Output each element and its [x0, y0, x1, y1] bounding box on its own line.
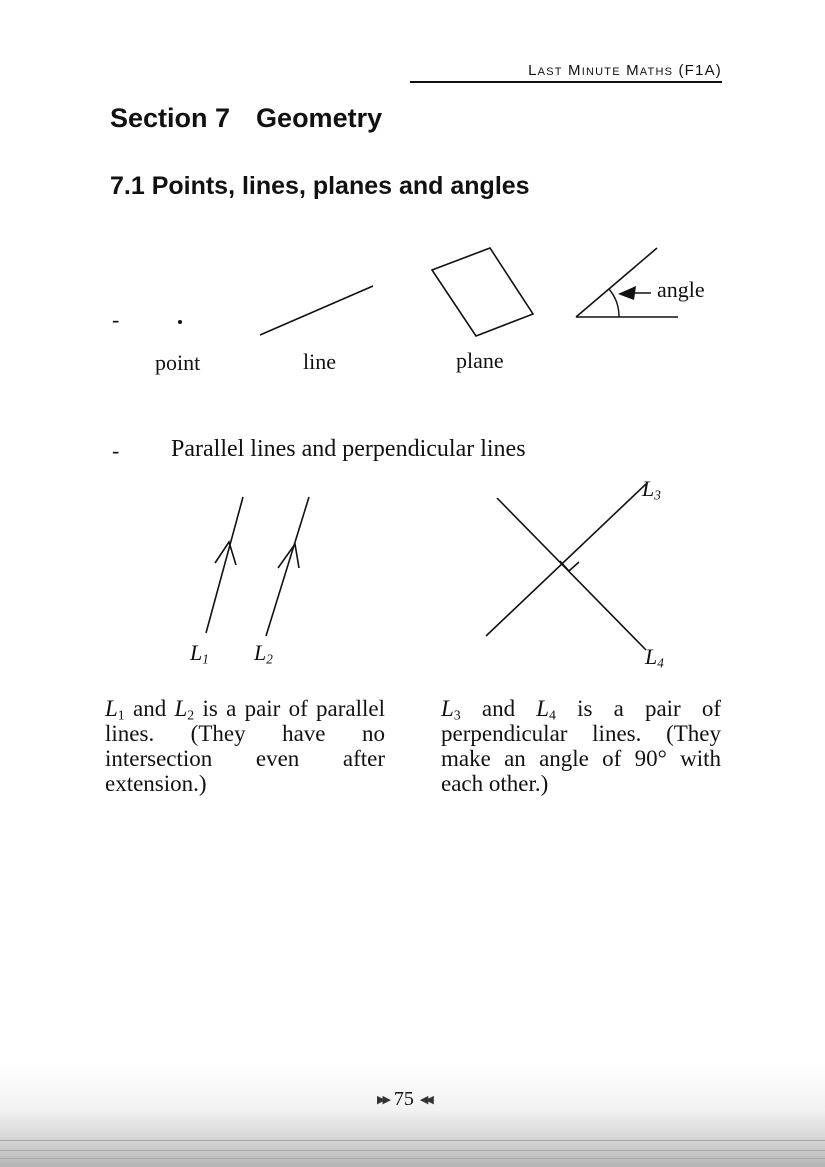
- subsection-title: 7.1 Points, lines, planes and angles: [110, 172, 530, 200]
- label-L4: $L_4$: [645, 644, 664, 671]
- bullet-dash-2-glyph: -: [112, 438, 120, 463]
- page-number: [377, 1088, 431, 1111]
- label-angle: angle: [657, 277, 705, 302]
- parallel-explanation: $L_1$ and $L_2$ is a pair of parallel lines. (They have no intersection even after extension.): [105, 696, 386, 796]
- label-L3: $L_3$: [642, 476, 661, 503]
- label-point: point: [155, 350, 201, 375]
- label-plane: plane: [456, 348, 504, 373]
- footer-rule-1: [0, 1140, 825, 1141]
- line-L4: [497, 498, 646, 650]
- line-figure: [260, 286, 373, 335]
- page-marker-left-icon: ▶▶: [377, 1094, 388, 1106]
- footer-rule-2: [0, 1150, 825, 1151]
- line-L2: [266, 497, 309, 636]
- point-figure: [178, 320, 182, 324]
- label-L1: $L_1$: [190, 640, 209, 667]
- section-number: Section 7: [110, 103, 231, 133]
- line-L1: [206, 497, 243, 633]
- footer-rule-3: [0, 1158, 825, 1159]
- line-L3: [486, 484, 646, 636]
- page-marker-right-icon: ◀◀: [419, 1094, 431, 1106]
- label-line: line: [303, 349, 336, 374]
- plane-figure: [432, 248, 533, 336]
- parallel-perpendicular-heading: Parallel lines and perpendicular lines: [171, 436, 526, 462]
- bullet-dash-1: -: [112, 307, 120, 332]
- footer-band: [0, 1062, 825, 1167]
- running-header: Last Minute Maths (F1A): [410, 62, 722, 83]
- perpendicular-lines-figure: [486, 484, 646, 650]
- parallel-lines-figure: [206, 497, 309, 636]
- section-name: Geometry: [256, 103, 383, 133]
- perpendicular-explanation: $L_3$ and $L_4$ is a pair of perpendicular lines. (They make an angle of 90° with each other.): [441, 696, 722, 796]
- label-L2: $L_2$: [254, 640, 273, 667]
- page-number-value: 75: [393, 1088, 414, 1110]
